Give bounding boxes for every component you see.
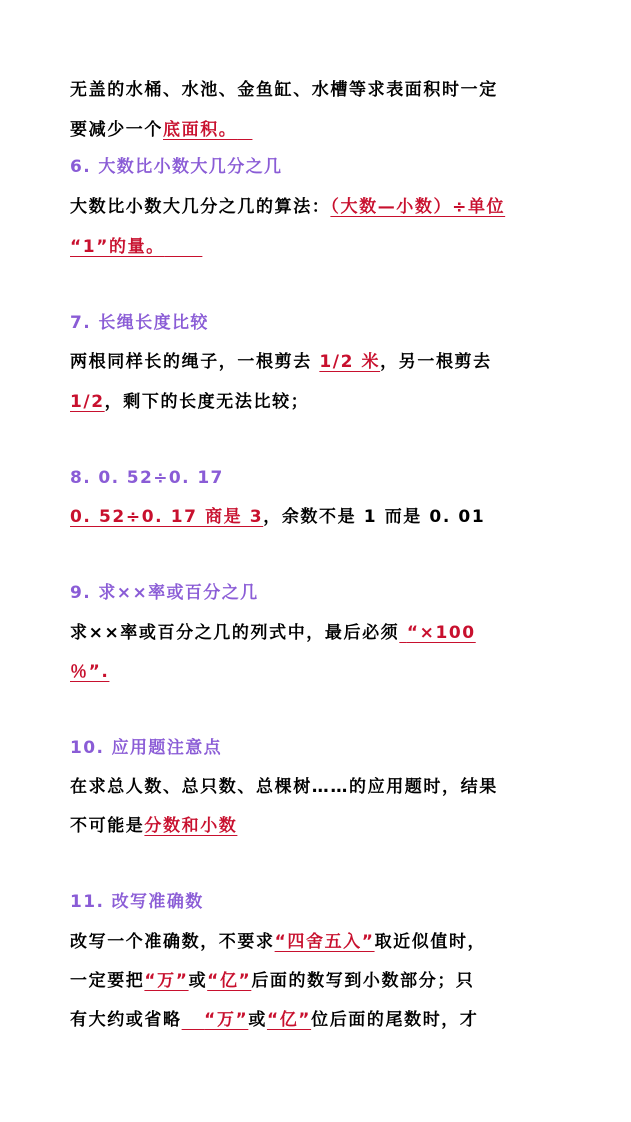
s6-line-2: [70, 235, 202, 259]
s11-text-4: 或: [188, 971, 208, 991]
s6-answer-1: （大数—小数）÷单位: [330, 197, 506, 217]
s5-text-1: 无盖的水桶、水池、金鱼缸、水槽等求表面积时一定: [70, 80, 498, 100]
s10-line-1: [70, 775, 498, 799]
s9-line-2: [70, 660, 109, 684]
s10-text-1: 在求总人数、总只数、总棵树……的应用题时，结果: [70, 777, 498, 797]
s11-answer-2: “万”: [144, 971, 189, 991]
s9-answer-2: ％”.: [70, 662, 110, 682]
s7-text-3: ，剩下的长度无法比较；: [104, 392, 310, 412]
s6-text-1: 大数比小数大几分之几的算法：: [70, 197, 331, 217]
s11-text-7: 或: [248, 1010, 267, 1030]
s6-answer-2-text: “1”的量。: [70, 237, 165, 257]
s11-answer-3: “亿”: [207, 971, 252, 991]
s8-answer: 0. 52÷0. 17 商是 3: [70, 507, 264, 527]
s8-heading: 8. 0. 52÷0. 17: [70, 468, 224, 488]
s11-text-8: 位后面的尾数时，才: [311, 1010, 479, 1030]
s8-text: ，余数不是 1 而是 0. 01: [263, 507, 486, 527]
s5-answer-text: 底面积。: [163, 120, 238, 140]
s11-text-3: 一定要把: [70, 971, 145, 991]
s6-answer-2: [70, 237, 202, 257]
s7-line-2: [70, 390, 309, 414]
s11-text-5: 后面的数写到小数部分；只: [251, 971, 475, 991]
s7-text-2: ，另一根剪去: [380, 352, 492, 372]
s9-line-1: [70, 621, 476, 645]
s10-text-2: 不可能是: [70, 816, 145, 836]
s9-answer-1-text: “×100: [406, 623, 476, 643]
s6-heading: 6. 大数比小数大几分之几: [70, 157, 283, 177]
s6-line-1: [70, 195, 505, 219]
s7-heading: 7. 长绳长度比较: [70, 313, 209, 333]
s11-answer-1: “四舍五入”: [274, 932, 375, 952]
s11-line-2: [70, 969, 475, 993]
s5-text-2: 要减少一个: [70, 120, 163, 140]
s10-heading: 10. 应用题注意点: [70, 738, 223, 758]
s7-text-1: 两根同样长的绳子，一根剪去: [70, 352, 312, 372]
s11-answer-4: [182, 1010, 249, 1030]
s8-line-1: [70, 505, 485, 529]
s11-text-1: 改写一个准确数，不要求: [70, 932, 275, 952]
s11-text-2: 取近似值时，: [374, 932, 487, 952]
s9-answer-1: [399, 623, 475, 643]
s10-answer: 分数和小数: [144, 816, 238, 836]
s11-text-6: 有大约或省略: [70, 1010, 182, 1030]
s10-line-2: [70, 814, 237, 838]
s11-line-1: [70, 930, 486, 954]
s5-line-2: [70, 118, 252, 142]
s7-answer-2: 1/2: [70, 392, 105, 412]
s11-answer-5: “亿”: [266, 1010, 312, 1030]
s11-line-3: [70, 1008, 479, 1032]
s7-answer-1: 1/2 米: [319, 352, 381, 372]
s5-answer: [163, 120, 252, 140]
s7-line-1: [70, 350, 492, 374]
s9-heading: 9. 求××率或百分之几: [70, 583, 259, 603]
s11-heading: 11. 改写准确数: [70, 892, 204, 912]
s9-text: 求××率或百分之几的列式中，最后必须: [70, 623, 400, 643]
s5-line-1: [70, 78, 498, 102]
s11-answer-4-text: “万”: [204, 1010, 249, 1030]
